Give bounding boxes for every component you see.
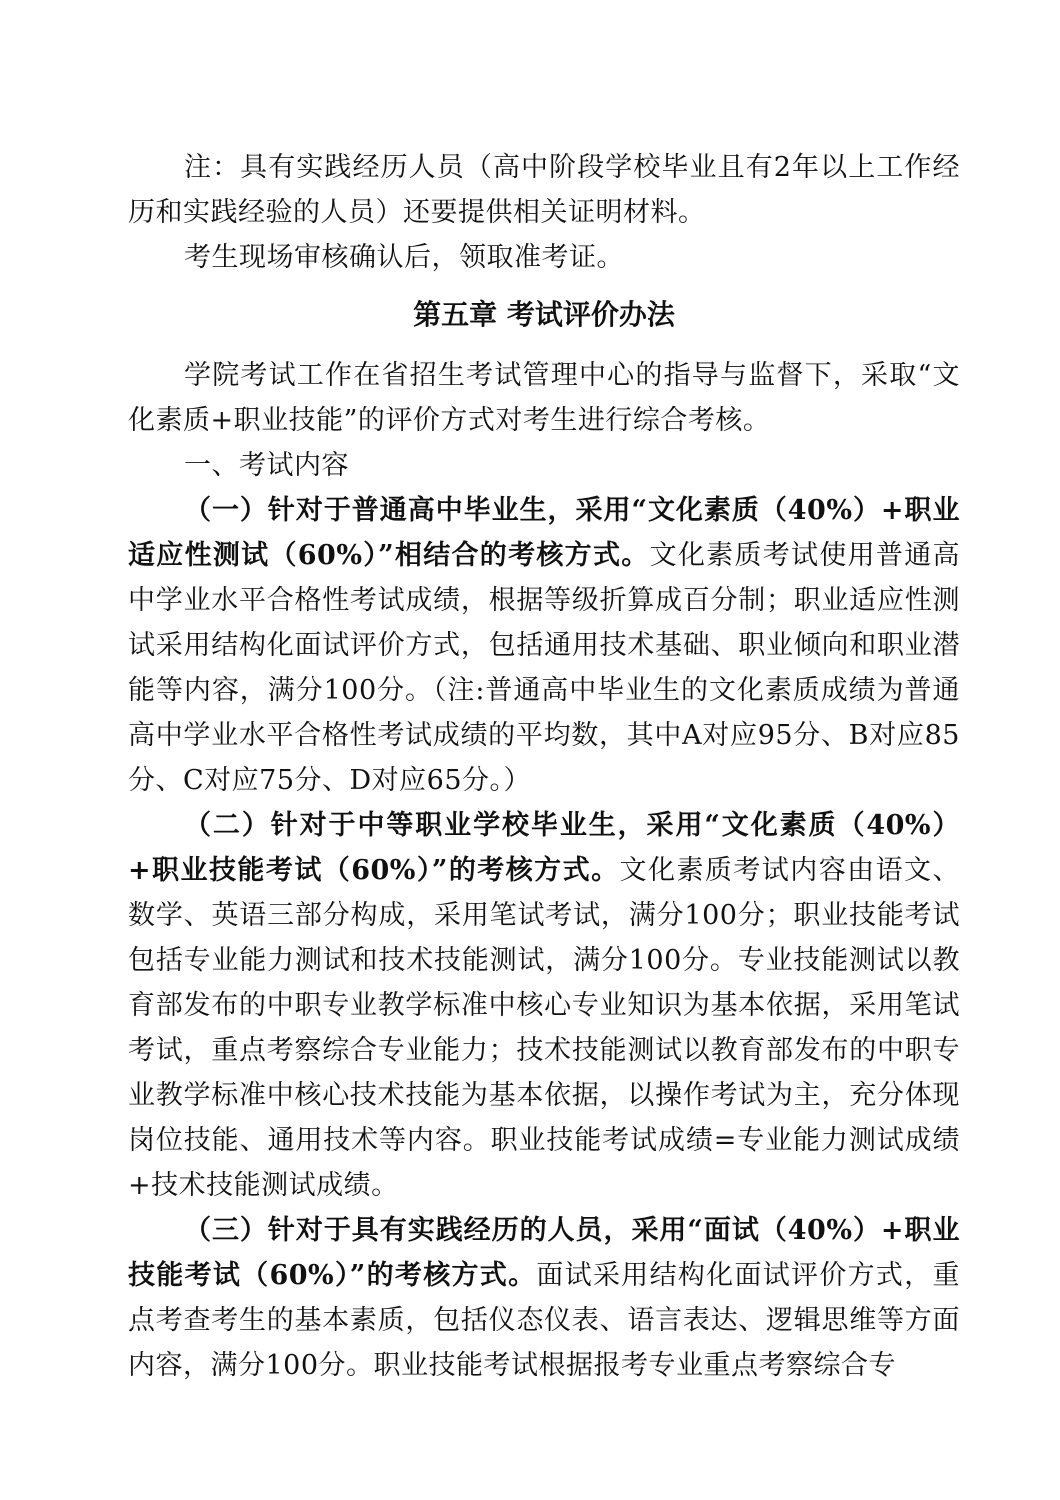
item-2-body: 文化素质考试内容由语文、数学、英语三部分构成，采用笔试考试，满分100分；职业技能考试包括专业能力测试和技术技能测试，满分100分。专业技能测试以教育部发布的中职专业教学标准中核心专业知识为基本依据，采用笔试考试，重点考察综合专业能力；技术技能测试以教育部发布的中职专业教学标准中核心技术技能为基本依据，以操作考试为主，充分体现岗位技能、通用技术等内容。职业技能考试成绩=专业能力测试成绩+技术技能测试成绩。 xyxy=(128,855,961,1201)
intro-paragraph: 学院考试工作在省招生考试管理中心的指导与监督下，采取“文化素质+职业技能”的评价方式对考生进行综合考核。 xyxy=(128,360,960,436)
item-2-paragraph xyxy=(128,803,960,1208)
confirm-paragraph: 考生现场审核确认后，领取准考证。 xyxy=(184,242,624,273)
item-1-body: 文化素质考试使用普通高中学业水平合格性考试成绩，根据等级折算成百分制；职业适应性测试采用结构化面试评价方式，包括通用技术基础、职业倾向和职业潜能等内容，满分100分。（注:普通高中毕业生的文化素质成绩为普通高中学业水平合格性考试成绩的平均数，其中A对应95分、B对应85分、C对应75分、D对应65分。） xyxy=(128,540,961,796)
item-3-paragraph xyxy=(128,1208,960,1388)
item-2-lead: （二）针对于中等职业学校毕业生，采用“文化素质（40%）+职业技能考试（60%）”的考核方式。 xyxy=(128,810,960,886)
section-title: 一、考试内容 xyxy=(184,450,349,481)
item-1-paragraph xyxy=(128,488,960,803)
chapter-title: 第五章 考试评价办法 xyxy=(413,298,675,331)
item-1-lead: （一）针对于普通高中毕业生，采用“文化素质（40%）+职业适应性测试（60%）”相结合的考核方式。 xyxy=(128,495,960,571)
item-3-body: 面试采用结构化面试评价方式，重点考查考生的基本素质，包括仪态仪表、语言表达、逻辑思维等方面内容，满分100分。职业技能考试根据报考专业重点考察综合专 xyxy=(128,1260,961,1381)
note-paragraph: 注：具有实践经历人员（高中阶段学校毕业且有2年以上工作经历和实践经验的人员）还要提供相关证明材料。 xyxy=(128,152,960,228)
item-3-lead: （三）针对于具有实践经历的人员，采用“面试（40%）+职业技能考试（60%）”的考核方式。 xyxy=(128,1215,960,1291)
